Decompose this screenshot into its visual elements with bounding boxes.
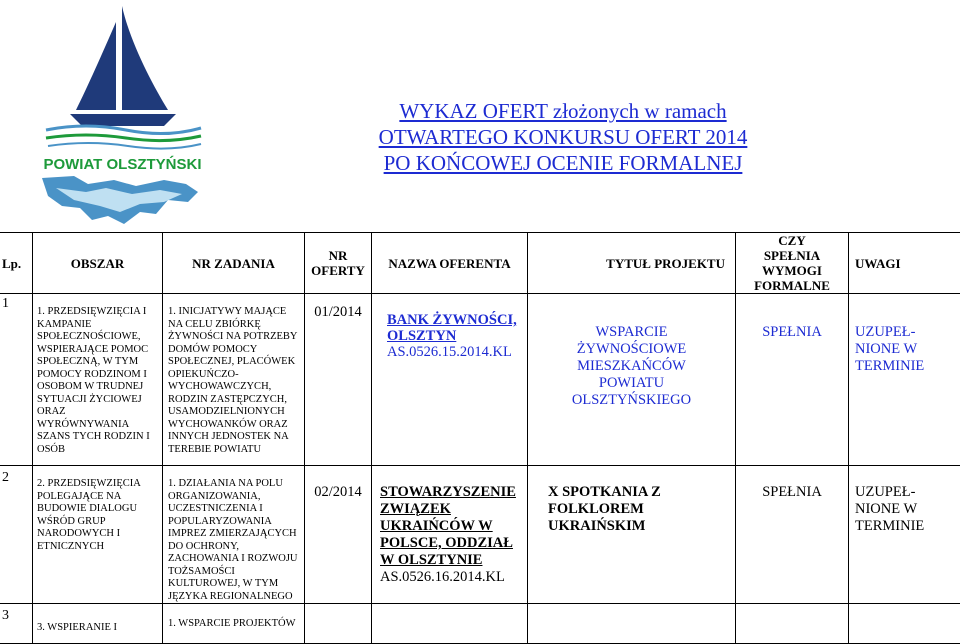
row-nr-zadania: 1. WSPARCIE PROJEKTÓW bbox=[163, 604, 305, 644]
logo-sail-small bbox=[76, 22, 116, 110]
offeror-name: BANK ŻYWNOŚCI, OLSZTYN bbox=[387, 312, 517, 344]
row-obszar: 1. PRZEDSIĘWZIĘCIA I KAMPANIE SPOŁECZNOŚCIOWE, WSPIERAJĄCE POMOC SPOŁECZNĄ, W TYM POMOCY RODZINOM I OSOBOM W TRUDNEJ SYTUACJI ŻYCIOWEJ ORAZ WYRÓWNYWANIA SZANS TYCH RODZIN I OSÓB bbox=[33, 294, 163, 466]
offeror-name: STOWARZYSZENIE ZWIĄZEK UKRAIŃCÓW W POLSCE, ODDZIAŁ W OLSZTYNIE bbox=[380, 484, 516, 568]
header-nazwa-oferenta: NAZWA OFERENTA bbox=[372, 233, 528, 294]
offeror-signature: AS.0526.16.2014.KL bbox=[380, 569, 505, 585]
row-nazwa-oferenta bbox=[372, 294, 528, 466]
row-uwagi: UZUPEŁ-NIONE W TERMINIE bbox=[849, 294, 960, 466]
page-title bbox=[300, 98, 826, 176]
header-czy-spelnia: CZY SPEŁNIA WYMOGI FORMALNE bbox=[736, 233, 849, 294]
row-tytul-projektu bbox=[528, 604, 736, 644]
logo-wave-1 bbox=[46, 126, 201, 134]
logo-wave-2 bbox=[46, 135, 201, 141]
row-uwagi bbox=[849, 604, 960, 644]
table-row bbox=[0, 294, 960, 466]
row-nr-zadania: 1. DZIAŁANIA NA POLU ORGANIZOWANIA, UCZESTNICZENIA I POPULARYZOWANIA IMPREZ ZMIERZAJĄCYCH DO OCHRONY, ZACHOWANIA I ROZWOJU TOŻSAMOŚCI KULTUROWEJ, W TYM JĘZYKA REGIONALNEGO bbox=[163, 466, 305, 604]
row-uwagi: UZUPEŁ-NIONE W TERMINIE bbox=[849, 466, 960, 604]
row-tytul-projektu: X SPOTKANIA Z FOLKLOREM UKRAIŃSKIM bbox=[528, 466, 736, 604]
offers-table bbox=[0, 232, 960, 644]
powiat-logo bbox=[36, 2, 209, 228]
row-nr-oferty: 02/2014 bbox=[305, 466, 372, 604]
logo-text: POWIAT OLSZTYŃSKI bbox=[43, 156, 201, 173]
header-uwagi: UWAGI bbox=[849, 233, 960, 294]
row-spelnia bbox=[736, 604, 849, 644]
header-nr-oferty: NR OFERTY bbox=[305, 233, 372, 294]
header-tytul-projektu: TYTUŁ PROJEKTU bbox=[528, 233, 736, 294]
header-nr-zadania: NR ZADANIA bbox=[163, 233, 305, 294]
row-lp: 2 bbox=[0, 466, 33, 604]
row-nazwa-oferenta bbox=[372, 604, 528, 644]
row-nr-zadania: 1. INICJATYWY MAJĄCE NA CELU ZBIÓRKĘ ŻYWNOŚCI NA POTRZEBY DOMÓW POMOCY SPOŁECZNEJ, PLACÓWEK OPIEKUŃCZO-WYCHOWAWCZYCH, RODZIN ZASTĘPCZYCH, USAMODZIELNIONYCH WYCHOWANKÓW ORAZ INNYCH JEDNOSTEK NA TEREBIE POWIATU bbox=[163, 294, 305, 466]
row-spelnia: SPEŁNIA bbox=[736, 294, 849, 466]
row-lp: 1 bbox=[0, 294, 33, 466]
table-row bbox=[0, 604, 960, 644]
row-nr-oferty bbox=[305, 604, 372, 644]
row-obszar: 2. PRZEDSIĘWZIĘCIA POLEGAJĄCE NA BUDOWIE DIALOGU WŚRÓD GRUP NARODOWYCH I ETNICZNYCH bbox=[33, 466, 163, 604]
header-row bbox=[0, 233, 960, 294]
logo-sail-large bbox=[122, 6, 168, 110]
header-obszar: OBSZAR bbox=[33, 233, 163, 294]
row-lp: 3 bbox=[0, 604, 33, 644]
title-line-2: OTWARTEGO KONKURSU OFERT 2014 bbox=[300, 124, 826, 150]
row-nazwa-oferenta bbox=[372, 466, 528, 604]
logo-wave-3 bbox=[48, 143, 201, 149]
row-obszar: 3. WSPIERANIE I bbox=[33, 604, 163, 644]
offeror-signature: AS.0526.15.2014.KL bbox=[387, 344, 512, 360]
title-line-1: WYKAZ OFERT złożonych w ramach bbox=[300, 98, 826, 124]
row-nr-oferty: 01/2014 bbox=[305, 294, 372, 466]
table-row bbox=[0, 466, 960, 604]
header-lp: Lp. bbox=[0, 233, 33, 294]
logo-boat-hull bbox=[70, 114, 176, 126]
logo-county-inner bbox=[56, 188, 182, 212]
row-tytul-projektu: WSPARCIE ŻYWNOŚCIOWE MIESZKAŃCÓW POWIATU OLSZTYŃSKIEGO bbox=[528, 294, 736, 466]
title-line-3: PO KOŃCOWEJ OCENIE FORMALNEJ bbox=[300, 150, 826, 176]
row-spelnia: SPEŁNIA bbox=[736, 466, 849, 604]
